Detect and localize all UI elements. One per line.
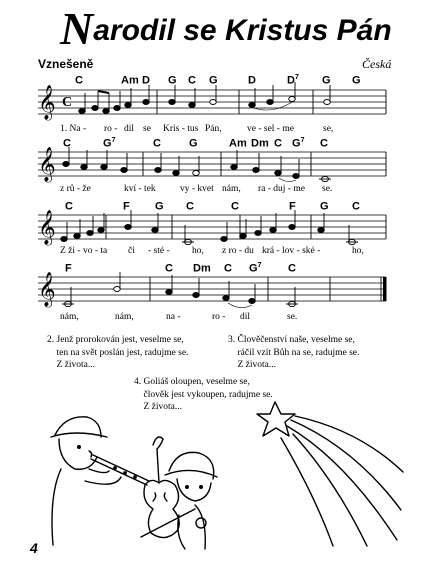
chord: C (165, 262, 173, 275)
lyric-syllable: Z ži - vo - ta (60, 246, 108, 256)
chord: C (288, 262, 296, 275)
lyric-syllable: Pán, (205, 124, 222, 134)
verse-3: 3. Člověčenství naše, veselme se, ráčil vzít Bůh na se, radujme se. Z života... (228, 335, 360, 370)
chord: G (209, 74, 218, 87)
chord: G (155, 200, 164, 213)
lyric-syllable: z ro - du (222, 246, 254, 256)
page-number: 4 (30, 540, 38, 556)
lyric-syllable: ho, (192, 246, 204, 256)
chord: D (142, 74, 150, 87)
chord: $G^7$ (103, 137, 116, 150)
lyric-syllable: ro - (104, 124, 118, 134)
tempo-marking: Vznešeně (38, 57, 94, 71)
chord: D (248, 74, 256, 87)
lyric-syllable: z rů - že (60, 184, 91, 194)
chord: Dm (251, 137, 269, 150)
lyric-syllable: se. (287, 312, 298, 322)
lyric-syllable: se, (323, 124, 334, 134)
chord: C (352, 200, 360, 213)
title-rest: arodil se Kristus Pán (93, 14, 392, 47)
chord: $D^7$ (287, 74, 299, 87)
staff-lines (38, 90, 386, 301)
lyric-syllable: kví - tek (124, 184, 156, 194)
svg-text:𝄞: 𝄞 (38, 85, 56, 120)
barlines (106, 90, 386, 301)
chord: G (168, 74, 177, 87)
chord: F (289, 200, 296, 213)
chord: Dm (193, 262, 211, 275)
chord: C (188, 74, 196, 87)
lyric-syllable: - sté - (148, 246, 170, 256)
chord: $G^7$ (292, 137, 305, 150)
verse-4: 4. Goliáš oloupen, veselme se, člověk jest vykoupen, radujme se. Z života... (134, 377, 273, 412)
chord: C (274, 137, 282, 150)
lyric-syllable: dil (240, 312, 251, 322)
common-time-symbol: C (62, 95, 73, 110)
chord: Am (229, 137, 247, 150)
lyric-syllable: vy - kvet (180, 184, 214, 194)
lyric-syllable: ro - (212, 312, 226, 322)
chord: C (320, 137, 328, 150)
chord: F (123, 200, 130, 213)
chord: C (75, 74, 83, 87)
chord: C (153, 137, 161, 150)
lyric-syllable: na - (166, 312, 181, 322)
chord: C (186, 200, 194, 213)
svg-text:𝄞: 𝄞 (38, 210, 56, 245)
chord: G (189, 137, 198, 150)
shepherd-musician-illustration (45, 405, 220, 550)
lyric-syllable: ra - duj - me (258, 184, 305, 194)
svg-text:𝄞: 𝄞 (38, 272, 56, 307)
lyric-syllable: se. (322, 184, 333, 194)
chord: C (63, 137, 71, 150)
chord: $G^7$ (249, 262, 262, 275)
chord: G (322, 74, 331, 87)
chord: C (65, 200, 73, 213)
lyric-syllable: ve - sel - me (247, 124, 294, 134)
lyric-syllable: Kris - tus (163, 124, 199, 134)
chord: Am (121, 74, 139, 87)
lyric-syllable: se (143, 124, 151, 134)
chord: G (352, 74, 361, 87)
treble-clefs (38, 85, 56, 308)
lyric-syllable: nám, (115, 312, 134, 322)
lyric-syllable: nám, (222, 184, 241, 194)
lyric-syllable: nám, (60, 312, 79, 322)
notes-system-1 (79, 82, 331, 114)
verse-2: 2. Jenž prorokován jest, veselme se, ten na svět poslán jest, radujme se. Z života... (47, 335, 189, 370)
shooting-star-illustration (255, 400, 405, 550)
lyric-syllable: dil (124, 124, 135, 134)
svg-text:𝄞: 𝄞 (38, 147, 56, 182)
final-barline-thick (383, 277, 387, 301)
lyric-syllable: krá - lov - ské - (262, 246, 321, 256)
chord: C (231, 200, 239, 213)
chord: C (224, 262, 232, 275)
chord: F (65, 262, 72, 275)
lyric-syllable: ho, (352, 246, 364, 256)
song-origin: Česká (362, 57, 392, 71)
lyric-syllable: 1. Na - (60, 124, 87, 134)
chord: G (320, 200, 329, 213)
title-initial: N (60, 3, 94, 54)
lyric-syllable: či (128, 246, 135, 256)
